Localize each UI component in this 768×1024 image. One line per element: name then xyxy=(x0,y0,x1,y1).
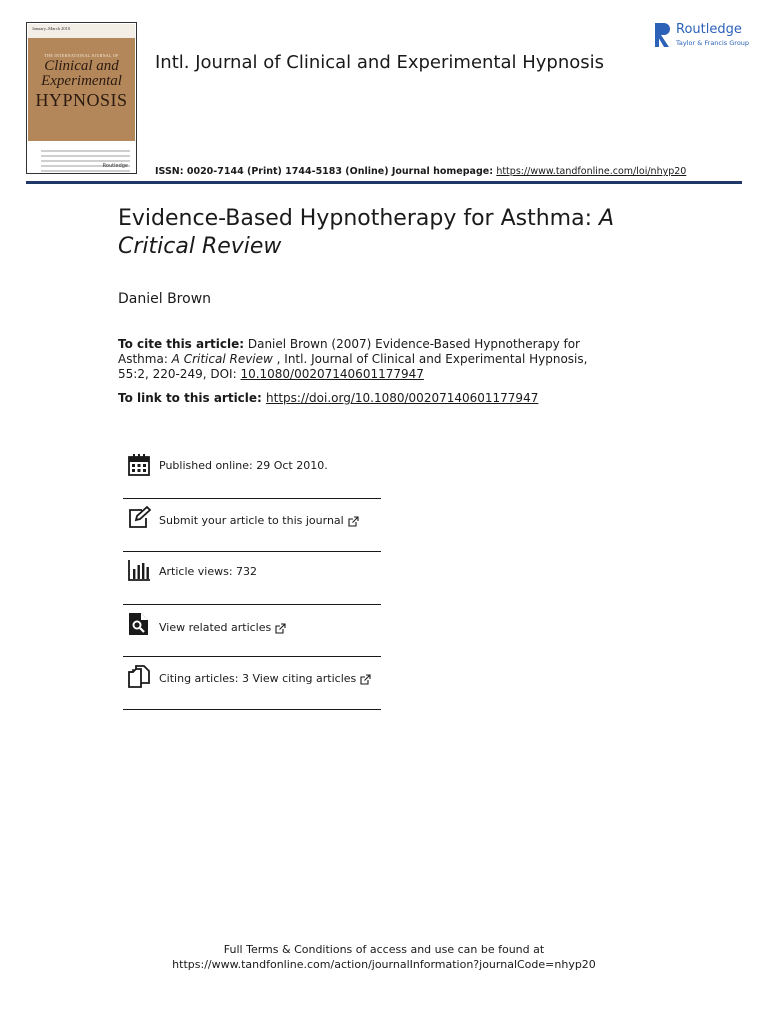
divider xyxy=(123,656,381,657)
cover-title-hypnosis: HYPNOSIS xyxy=(35,90,128,110)
footer-terms xyxy=(0,942,768,972)
divider xyxy=(123,604,381,605)
routledge-logo xyxy=(654,22,754,50)
article-doi-link[interactable]: https://doi.org/10.1080/00207140601177947 xyxy=(266,391,539,405)
issn-line: ISSN: 0020-7144 (Print) 1744-5183 (Online) Journal homepage: https://www.tandfonline.com/loi/nhyp20 xyxy=(155,166,687,177)
header-divider xyxy=(26,181,742,184)
citing-articles-row[interactable] xyxy=(123,664,381,692)
citation-block: To cite this article: Daniel Brown (2007) Evidence-Based Hypnotherapy for Asthma: A Critical Review , Intl. Journal of Clinical and Experimental Hypnosis, 55:2, 220-249, DOI: 10.1080/00207140601177947 xyxy=(118,337,588,381)
citation-doi-link[interactable]: 10.1080/00207140601177947 xyxy=(240,367,424,381)
footer-terms-link[interactable]: https://www.tandfonline.com/action/journalInformation?journalCode=nhyp20 xyxy=(172,958,596,971)
divider xyxy=(123,709,381,710)
edit-icon xyxy=(127,506,151,530)
cover-small-title: THE INTERNATIONAL JOURNAL OF xyxy=(44,53,119,58)
journal-title: Intl. Journal of Clinical and Experimental Hypnosis xyxy=(155,52,605,73)
article-author: Daniel Brown xyxy=(118,291,212,307)
submit-article-link[interactable]: Submit your article to this journal xyxy=(159,514,344,527)
publisher-sub: Taylor & Francis Group xyxy=(676,39,750,47)
document-search-icon xyxy=(127,612,151,636)
journal-cover-image xyxy=(26,22,137,174)
journal-homepage-link[interactable]: https://www.tandfonline.com/loi/nhyp20 xyxy=(496,166,687,177)
article-views-row xyxy=(123,558,381,584)
published-online-text: Published online: 29 Oct 2010. xyxy=(159,459,328,472)
external-link-icon xyxy=(275,623,286,634)
published-online-row xyxy=(123,453,381,479)
submit-article-row[interactable] xyxy=(123,506,381,534)
cover-publisher: Routledge xyxy=(102,163,128,169)
article-title: Evidence-Based Hypnotherapy for Asthma: A Critical Review xyxy=(118,206,615,259)
related-articles-row[interactable] xyxy=(123,612,381,640)
routledge-r-icon xyxy=(654,22,672,48)
copy-documents-icon xyxy=(127,664,151,688)
publisher-name: Routledge xyxy=(676,22,742,37)
bar-chart-icon xyxy=(127,558,151,582)
footer-line: Full Terms & Conditions of access and use can be found at xyxy=(223,943,545,956)
calendar-icon xyxy=(127,453,151,477)
cover-title-line: Clinical and Experimental xyxy=(41,58,122,89)
citing-articles-link[interactable]: Citing articles: 3 View citing articles xyxy=(159,672,357,685)
article-views-text: Article views: 732 xyxy=(159,565,258,578)
divider xyxy=(123,551,381,552)
article-link-line: To link to this article: https://doi.org/10.1080/00207140601177947 xyxy=(118,391,539,405)
external-link-icon xyxy=(348,516,359,527)
divider xyxy=(123,498,381,499)
cover-issue-label: January–March 2010 xyxy=(32,26,71,31)
external-link-icon xyxy=(360,674,371,685)
related-articles-link[interactable]: View related articles xyxy=(159,621,272,634)
